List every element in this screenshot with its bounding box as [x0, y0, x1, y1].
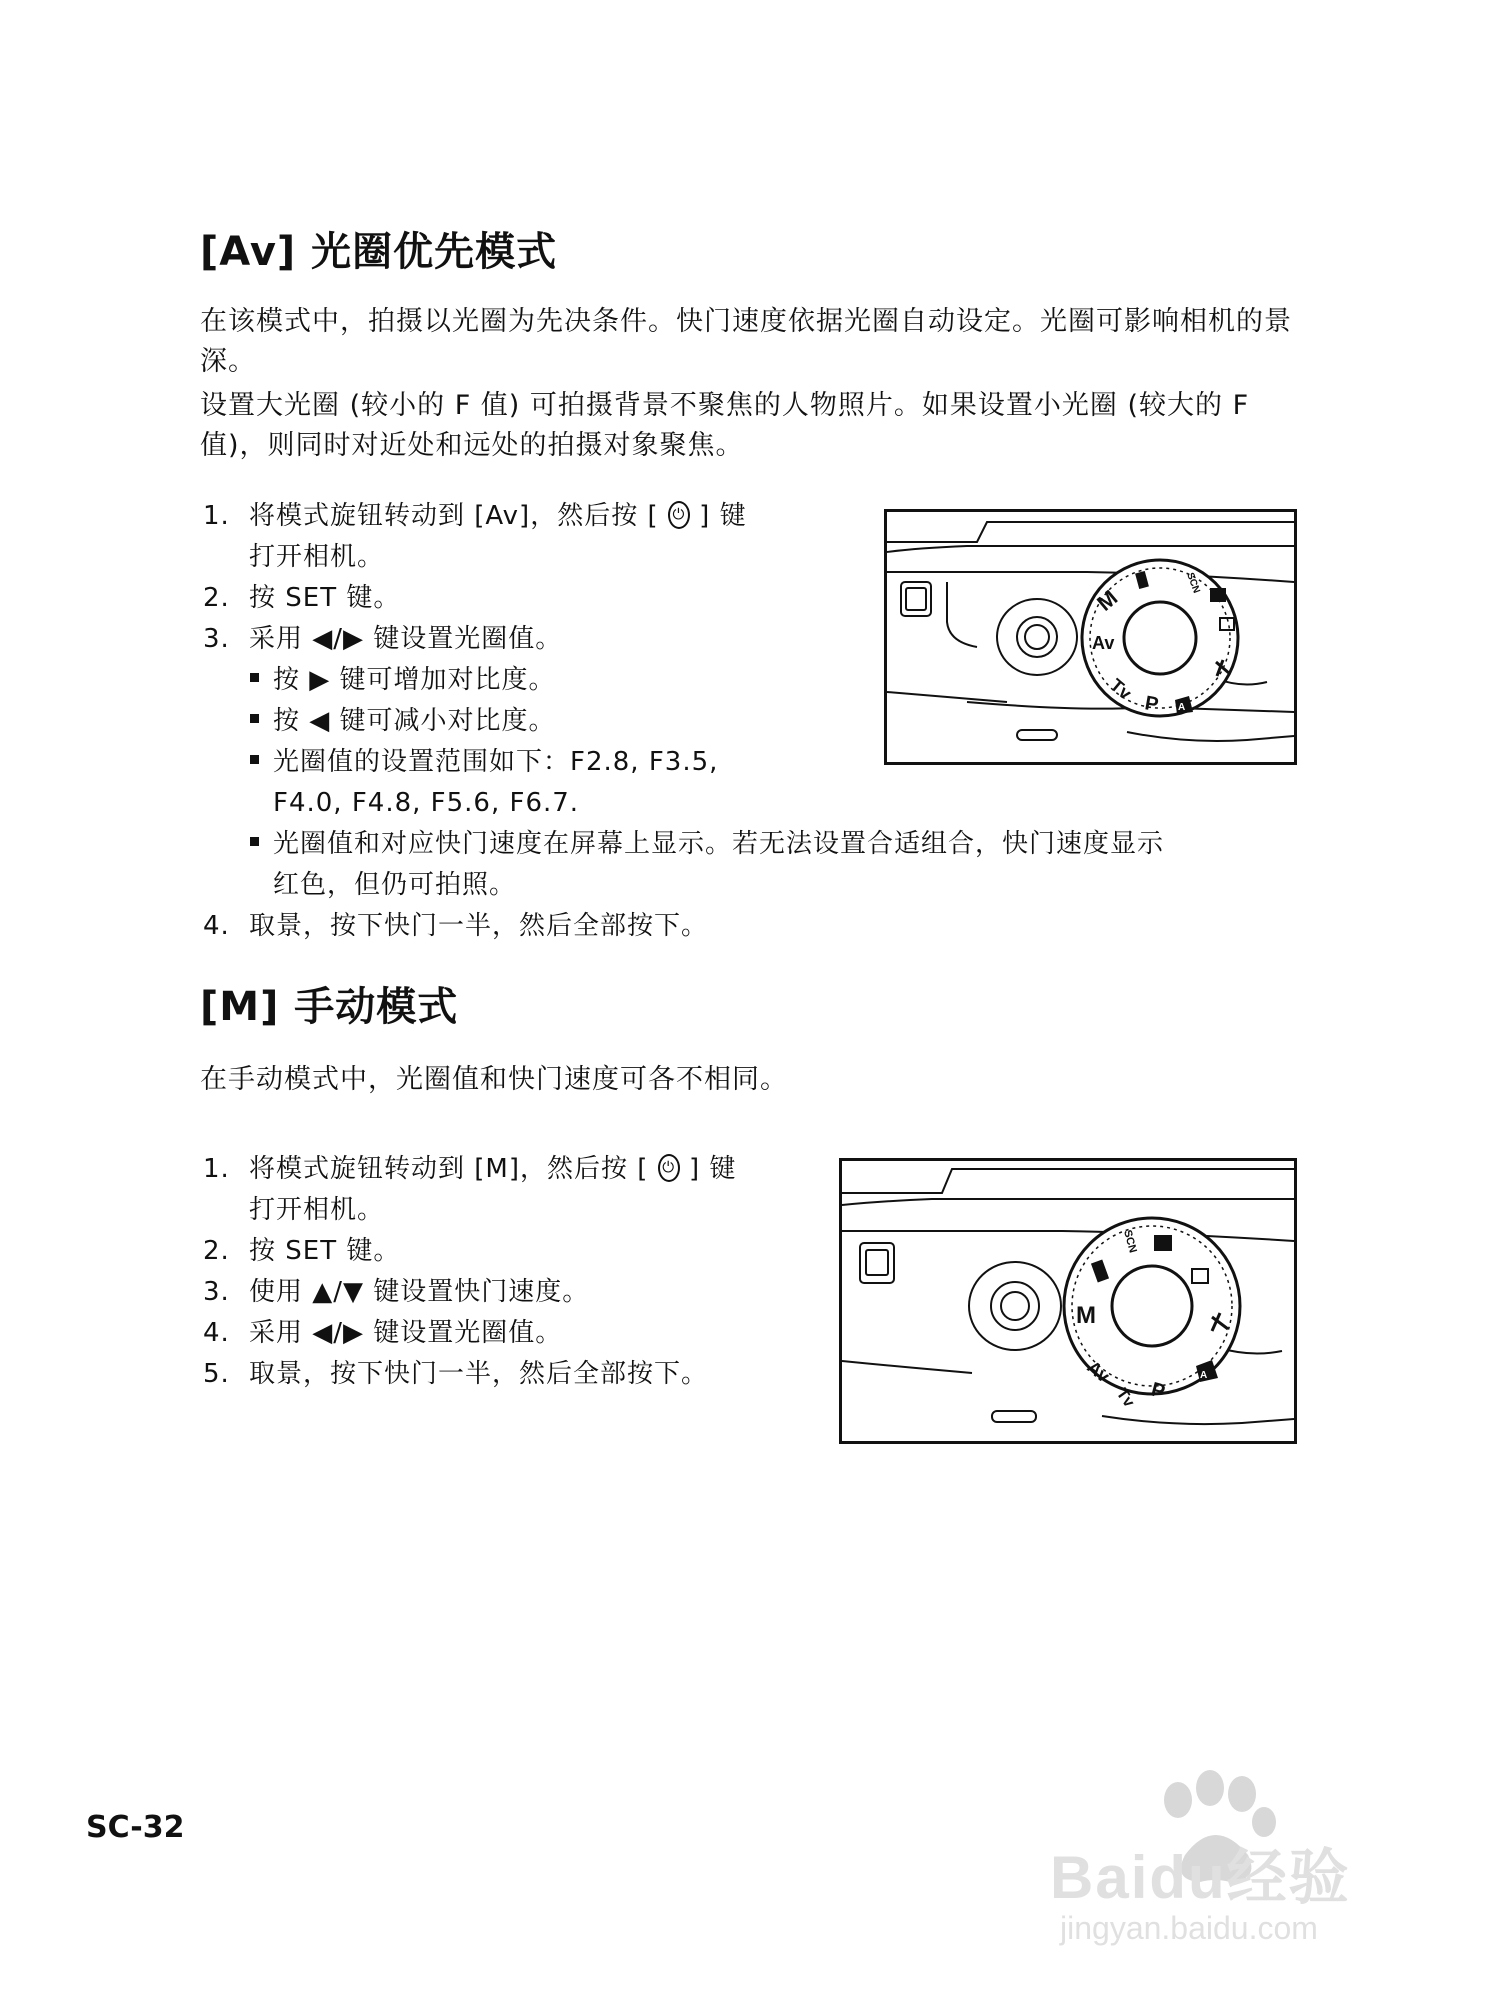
camera-top-illustration — [887, 512, 1294, 762]
m-step-1: 1. 将模式旋钮转动到 [M]，然后按 [ ⏻ ] 键 — [203, 1154, 737, 1184]
dial2-movie-icon — [1154, 1235, 1172, 1251]
m-step-4: 4. 采用 ◀/▶ 键设置光圈值。 — [203, 1318, 563, 1348]
section-av-title: [Av] 光圈优先模式 — [200, 229, 558, 275]
dial1-label-m: M — [1092, 584, 1123, 616]
section-m-title: [M] 手动模式 — [200, 984, 459, 1030]
dial2-label-scn: SCN — [1121, 1228, 1139, 1255]
dial2-label-av: Av — [1083, 1356, 1114, 1387]
av-step-4: 4. 取景，按下快门一半，然后全部按下。 — [203, 911, 709, 941]
av-bullet-4: 光圈值和对应快门速度在屏幕上显示。若无法设置合适组合，快门速度显示 — [250, 825, 1164, 864]
av-step-2: 2. 按 SET 键。 — [203, 583, 401, 613]
camera-dial-figure-av — [884, 509, 1297, 765]
av-step-1: 1. 将模式旋钮转动到 [Av]，然后按 [ ⏻ ] 键 — [203, 501, 747, 531]
dial1-label-tv: Tv — [1106, 674, 1136, 704]
av-step-1-cont: 打开相机。 — [249, 542, 385, 572]
m-step-1-cont: 打开相机。 — [249, 1195, 385, 1225]
dial1-label-av: Av — [1092, 633, 1115, 653]
section-av-intro: 在该模式中，拍摄以光圈为先决条件。快门速度依据光圈自动设定。光圈可影响相机的景深。 — [200, 306, 1292, 377]
camera-top-illustration-2 — [842, 1161, 1294, 1441]
av-bullet-1: 按 ▶ 键可增加对比度。 — [250, 661, 556, 700]
av-step-3: 3. 采用 ◀/▶ 键设置光圈值。 — [203, 624, 563, 654]
dial2-label-m: M — [1076, 1302, 1096, 1329]
dial2-label-p: P — [1148, 1378, 1168, 1404]
section-m-intro: 在手动模式中，光圈值和快门速度可各不相同。 — [200, 1064, 788, 1095]
av-bullet-4-cont: 红色，但仍可拍照。 — [273, 870, 517, 900]
m-step-5: 5. 取景，按下快门一半，然后全部按下。 — [203, 1359, 709, 1389]
dial1-label-p: P — [1143, 692, 1161, 717]
power-button-icon: ⏻ — [658, 1154, 680, 1182]
page-number: SC-32 — [86, 1810, 185, 1845]
camera-dial-figure-m — [839, 1158, 1297, 1444]
dial2-label-tv: Tv — [1112, 1385, 1138, 1411]
av-bullet-2: 按 ◀ 键可减小对比度。 — [250, 702, 556, 741]
dial1-label-scn: SCN — [1184, 571, 1202, 595]
av-bullet-3-cont: F4.0, F4.8, F5.6, F6.7. — [273, 788, 580, 818]
power-button-icon: ⏻ — [668, 501, 690, 529]
watermark-url: jingyan.baidu.com — [1060, 1910, 1318, 1946]
baidu-watermark — [1050, 1760, 1420, 1960]
av-bullet-3: 光圈值的设置范围如下：F2.8, F3.5, — [250, 743, 718, 782]
m-step-2: 2. 按 SET 键。 — [203, 1236, 401, 1266]
dial1-movie-icon — [1210, 588, 1226, 602]
dial2-label-a: A — [1200, 1370, 1208, 1381]
section-av-intro-2: 设置大光圈 (较小的 F 值) 可拍摄背景不聚焦的人物照片。如果设置小光圈 (较大的 F 值)，则同时对近处和远处的拍摄对象聚焦。 — [200, 390, 1250, 461]
watermark-logo-text: Baidu经验 — [1050, 1844, 1351, 1911]
dial1-label-a: A — [1178, 702, 1186, 713]
m-step-3: 3. 使用 ▲/▼ 键设置快门速度。 — [203, 1277, 590, 1307]
